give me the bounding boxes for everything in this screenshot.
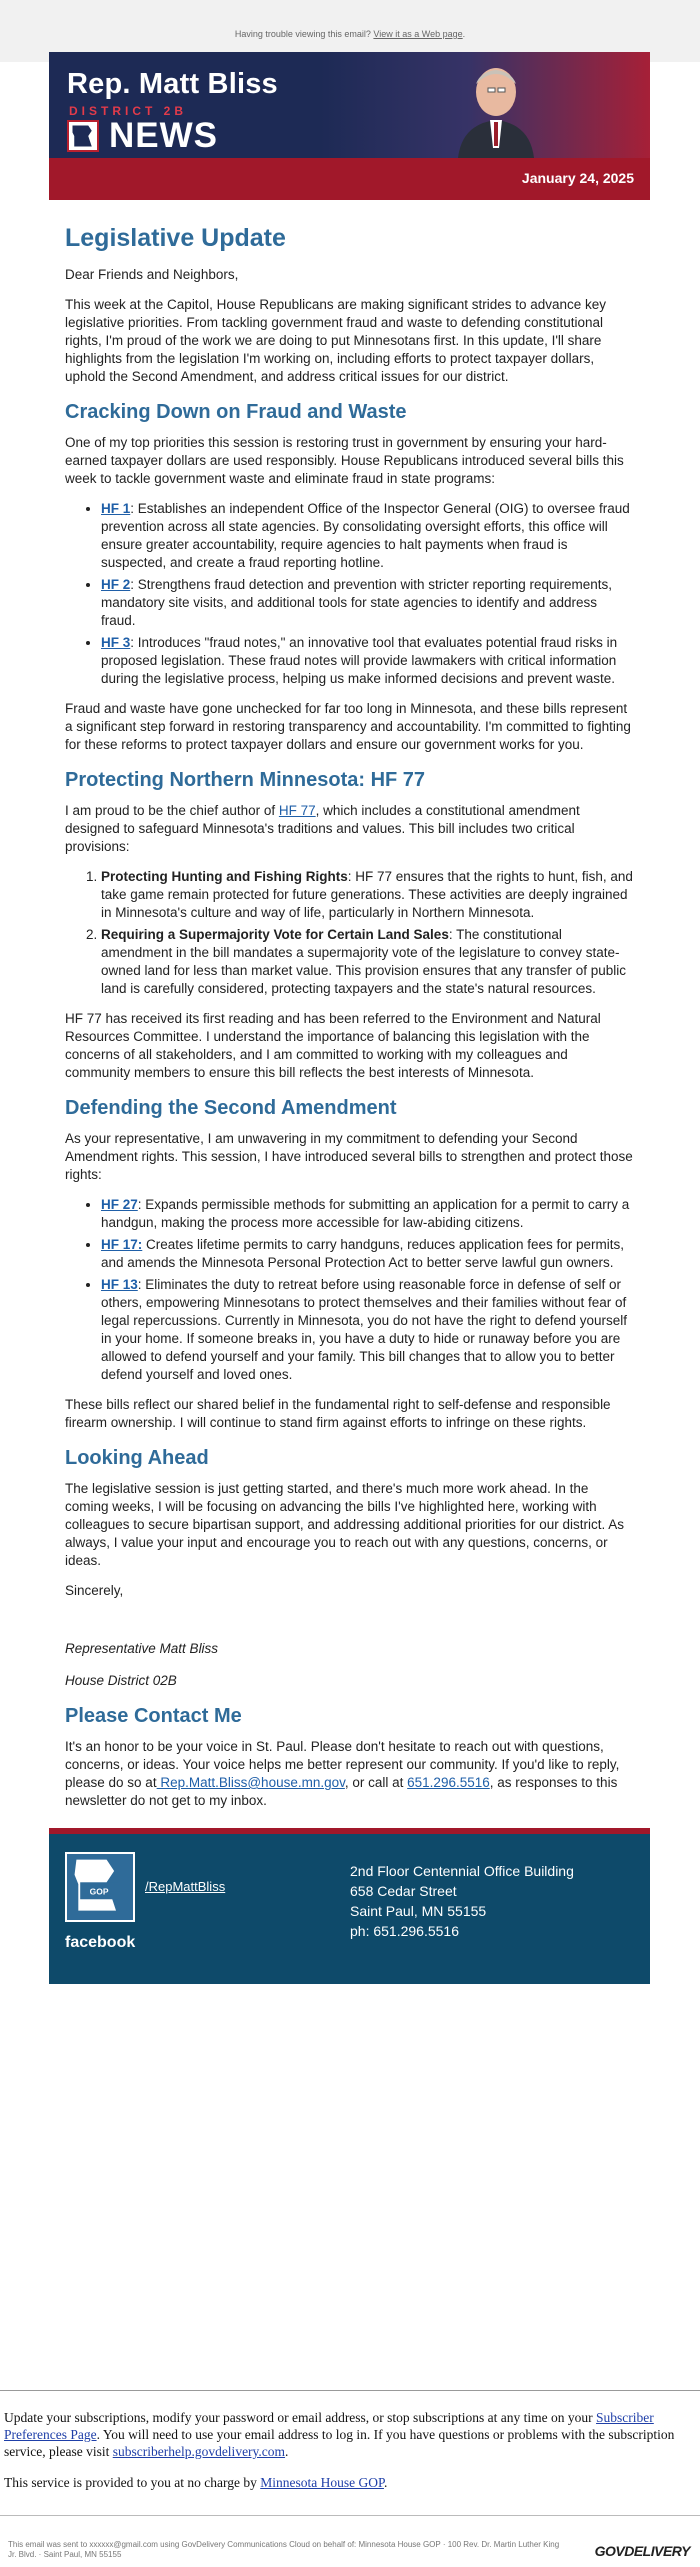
list-item-text: : Introduces "fraud notes," an innovative tool that evaluates potential fraud risks in proposed legislation. These fraud notes will provide lawmakers with critical information during the legislative process, helping us make informed decisions and prevent waste. xyxy=(101,635,618,686)
fraud-heading: Cracking Down on Fraud and Waste xyxy=(65,401,407,423)
newsletter-body xyxy=(49,200,650,1810)
newsletter-footer xyxy=(49,1828,650,1984)
sincerely: Sincerely, xyxy=(65,1583,124,1598)
hf27-link[interactable]: HF 27 xyxy=(101,1197,138,1212)
divider xyxy=(0,2390,700,2391)
north-intro-after: , which includes a constitutional amendment designed to safeguard Minnesota's traditions and values. This bill includes two critical provisions: xyxy=(65,803,580,854)
subscription-before: Update your subscriptions, modify your password or email address, or stop subscriptions at any time on your xyxy=(4,2410,597,2425)
view-web-page-link[interactable]: View it as a Web page xyxy=(373,29,463,39)
fraud-intro: One of my top priorities this session is restoring trust in government by ensuring your hard-earned taxpayer dollars are used responsibly. House Republicans introduced several bills this week to tackle government waste and eliminate fraud in state programs: xyxy=(65,435,624,486)
list-item xyxy=(101,1196,634,1232)
office-address xyxy=(350,1861,574,1941)
intro-paragraph: This week at the Capitol, House Republicans are making significant strides to advance key legislative priorities. From tackling government fraud and waste to defending constitutional rights, I'm proud of the work we are doing to put Minnesotans first. In this update, I'll share highlights from the legislation I'm working on, including efforts to protect taxpayer dollars, uphold the Second Amendment, and address critical issues for our district. xyxy=(65,297,607,384)
sent-to-text: This email was sent to xxxxxx@gmail.com using GovDelivery Communications Cloud on behalf of: Minnesota House GOP · 100 Rev. Dr. Martin Luther King Jr. Blvd. · Saint Paul, MN 55155 xyxy=(8,2540,560,2559)
second-amendment-closing: These bills reflect our shared belief in the fundamental right to self-defense and responsible firearm ownership. I will continue to stand firm against efforts to infringe on these rights. xyxy=(65,1397,611,1430)
mn-house-gop-link[interactable]: Minnesota House GOP xyxy=(260,2475,384,2490)
subscriber-help-link[interactable]: subscriberhelp.govdelivery.com xyxy=(112,2444,286,2459)
service-text xyxy=(4,2474,694,2491)
address-line: Saint Paul, MN 55155 xyxy=(350,1903,487,1919)
subscriber-preferences-link[interactable]: Subscriber Preferences Page xyxy=(4,2410,654,2442)
list-item-text: : The constitutional amendment in the bill mandates a supermajority vote of the legislature to convey state-owned land for less than market value. This provision ensures that any transfer of public land is carefully considered, protecting taxpayers and the state's natural resources. xyxy=(101,927,627,996)
provision-title: Protecting Hunting and Fishing Rights xyxy=(101,869,348,884)
rep-portrait-photo xyxy=(452,58,540,158)
north-closing: HF 77 has received its first reading and has been referred to the Environment and Natural Resources Committee. I understand the importance of balancing this legislation with the concerns of all stakeholders, and I am committed to working with my colleagues and community members to ensure this bill reflects the best interests of Minnesota. xyxy=(65,1011,601,1080)
north-provision-list xyxy=(65,868,634,998)
list-item-text: : Establishes an independent Office of the Inspector General (OIG) to oversee fraud prevention across all state agencies. By consolidating oversight efforts, this office will ensure greater accountability, require agencies to halt payments when fraud is suspected, and create a fraud reporting hotline. xyxy=(101,501,630,570)
district-label: DISTRICT 2B xyxy=(69,104,188,118)
contact-after: , as responses to this newsletter do not get to my inbox. xyxy=(65,1775,618,1808)
email-link[interactable]: Rep.Matt.Bliss@house.mn.gov xyxy=(156,1775,345,1790)
preheader-suffix: . xyxy=(462,29,466,39)
list-item xyxy=(101,1236,634,1272)
govdelivery-footer xyxy=(0,2515,700,2567)
address-line: 2nd Floor Centennial Office Building xyxy=(350,1863,574,1879)
hf3-link[interactable]: HF 3 xyxy=(101,635,131,650)
address-phone: ph: 651.296.5516 xyxy=(350,1923,459,1939)
signature-name: Representative Matt Bliss xyxy=(65,1641,219,1656)
list-item xyxy=(101,1276,634,1384)
list-item xyxy=(101,868,634,922)
signature-district: House District 02B xyxy=(65,1673,177,1688)
govdelivery-logo[interactable]: GOVDELIVERY xyxy=(594,2543,690,2559)
subscription-after: . xyxy=(285,2444,289,2459)
contact-middle: , or call at xyxy=(344,1775,408,1790)
news-label: NEWS xyxy=(109,116,218,155)
list-item xyxy=(101,926,634,998)
hf1-link[interactable]: HF 1 xyxy=(101,501,131,516)
subscription-middle: . You will need to use your email address to log in. If you have questions or problems with the subscription service, please visit xyxy=(4,2427,675,2459)
list-item xyxy=(101,500,634,572)
hf17-link[interactable]: HF 17: xyxy=(101,1237,143,1252)
divider xyxy=(0,2515,700,2516)
date-bar xyxy=(49,158,650,200)
list-item-text: Creates lifetime permits to carry handguns, reduces application fees for permits, and amends the Minnesota Personal Protection Act to better serve lawful gun owners. xyxy=(101,1237,624,1270)
list-item-text: : Eliminates the duty to retreat before using reasonable force in defense of self or others, empowering Minnesotans to protect themselves and their families without fear of legal repercussions. Currently in Minnesota, you do not have the right to defend yourself in your home. If someone breaks in, you have a duty to hide or runaway before you are allowed to defend yourself and your family. This bill changes that to allow you to better defend yourself and loved ones. xyxy=(101,1277,628,1382)
looking-ahead-heading: Looking Ahead xyxy=(65,1447,209,1469)
subscription-section xyxy=(0,2390,700,2505)
north-intro xyxy=(65,802,634,856)
greeting: Dear Friends and Neighbors, xyxy=(65,267,239,282)
newsletter-header xyxy=(49,52,650,158)
second-amendment-heading: Defending the Second Amendment xyxy=(65,1097,397,1119)
preheader-label: Having trouble viewing this email? xyxy=(234,29,374,39)
address-line: 658 Cedar Street xyxy=(350,1883,457,1899)
hf77-link[interactable]: HF 77 xyxy=(278,803,316,818)
facebook-label[interactable]: facebook xyxy=(65,1934,136,1951)
second-amendment-intro: As your representative, I am unwavering in my commitment to defending your Second Amendment rights. This session, I have introduced several bills to strengthen and protect those rights: xyxy=(65,1131,633,1182)
service-before: This service is provided to you at no charge by xyxy=(4,2475,261,2490)
fraud-bill-list xyxy=(65,500,634,688)
list-item-text: : HF 77 ensures that the rights to hunt, fish, and take game remain protected for future generations. These activities are deeply ingrained in Minnesota's culture and way of life, particularly in Northern Minnesota. xyxy=(101,869,633,920)
looking-ahead-text: The legislative session is just getting started, and there's much more work ahead. In the coming weeks, I will be focusing on advancing the bills I've highlighted here, working with colleagues to secure bipartisan support, and addressing additional priorities for our district. As always, I value your input and encourage you to reach out with any questions, concerns, or ideas. xyxy=(65,1481,625,1568)
phone-link[interactable]: 651.296.5516 xyxy=(407,1775,490,1790)
fraud-closing: Fraud and waste have gone unchecked for far too long in Minnesota, and these bills represent a significant step forward in restoring transparency and accountability. I'm committed to fighting for these reforms to protect taxpayer dollars and ensure our government works for you. xyxy=(65,701,631,752)
contact-heading: Please Contact Me xyxy=(65,1705,242,1727)
list-item xyxy=(101,576,634,630)
minnesota-map-icon xyxy=(67,120,99,152)
list-item-text: : Expands permissible methods for submitting an application for a permit to carry a handgun, making the process more accessible for law-abiding citizens. xyxy=(101,1197,630,1230)
list-item xyxy=(101,634,634,688)
svg-text:GOP: GOP xyxy=(89,1886,109,1897)
hf2-link[interactable]: HF 2 xyxy=(101,577,131,592)
service-after: . xyxy=(383,2475,388,2490)
second-amendment-bill-list xyxy=(65,1196,634,1384)
hf13-link[interactable]: HF 13 xyxy=(101,1277,138,1292)
page-title: Legislative Update xyxy=(65,224,286,252)
provision-title: Requiring a Supermajority Vote for Certain Land Sales xyxy=(101,927,449,942)
north-heading: Protecting Northern Minnesota: HF 77 xyxy=(65,769,426,791)
issue-date: January 24, 2025 xyxy=(521,170,634,186)
contact-before: It's an honor to be your voice in St. Paul. Please don't hesitate to reach out with questions, concerns, or ideas. Your voice helps me better represent our community. If you'd like to reply, please do so at xyxy=(65,1739,620,1790)
rep-name: Rep. Matt Bliss xyxy=(67,68,278,100)
facebook-handle-link[interactable]: /RepMattBliss xyxy=(145,1879,226,1894)
contact-text xyxy=(65,1738,634,1810)
north-intro-before: I am proud to be the chief author of xyxy=(65,803,279,818)
list-item-text: : Strengthens fraud detection and prevention with stricter reporting requirements, mandatory site visits, and additional tools for state agencies to identify and address fraud. xyxy=(101,577,613,628)
mn-house-gop-logo[interactable] xyxy=(65,1852,135,1922)
newsletter xyxy=(49,52,650,1984)
subscription-text xyxy=(4,2409,694,2460)
preheader-text xyxy=(0,29,700,39)
